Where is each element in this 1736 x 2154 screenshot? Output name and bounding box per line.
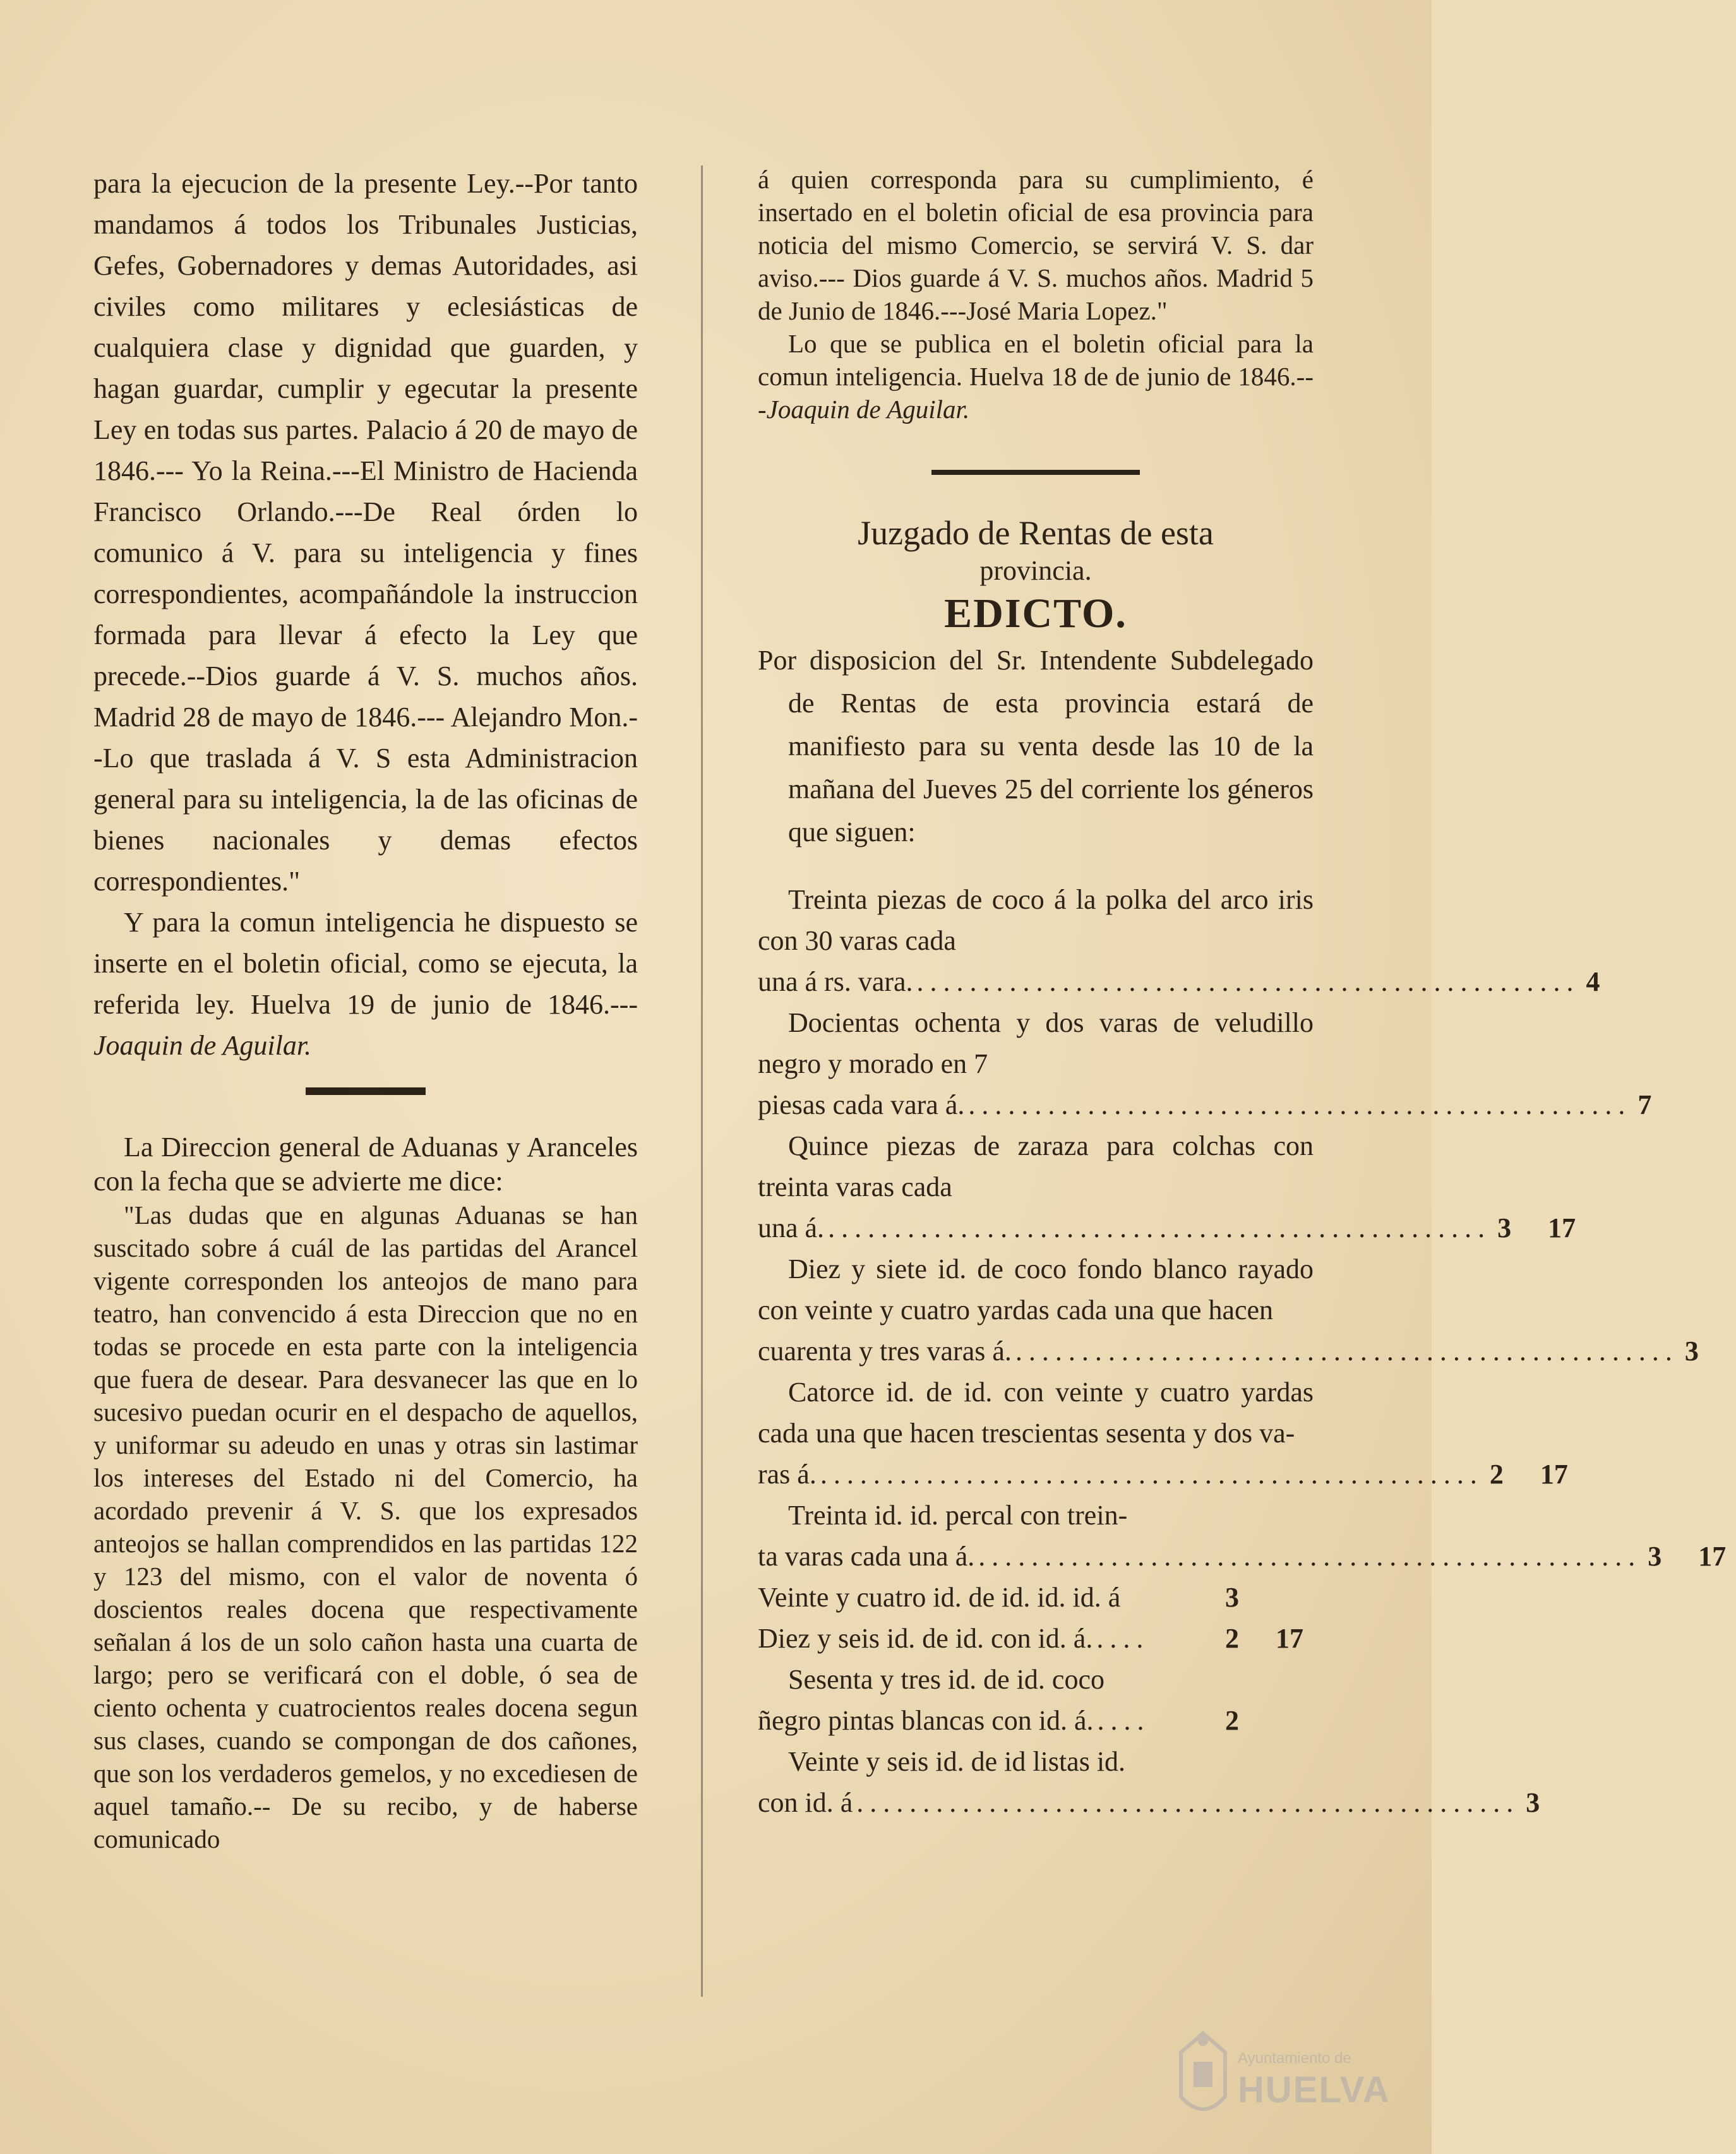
item-price-line — [758, 1207, 1576, 1248]
item-last-line: ñegro pintas blancas con id. á. — [758, 1705, 1094, 1736]
publication-paragraph-right — [758, 327, 1314, 426]
crest-icon — [1175, 2027, 1231, 2122]
leader-dots: .................................................. — [968, 1089, 1632, 1120]
list-item — [758, 1659, 1314, 1741]
item-price-line — [758, 1577, 1314, 1618]
watermark-top-label: Ayuntamiento de — [1238, 2050, 1351, 2067]
list-item — [758, 1248, 1699, 1372]
left-column — [93, 163, 638, 1855]
item-last-line: con id. á — [758, 1787, 853, 1818]
section-title: Juzgado de Rentas de esta — [858, 514, 1214, 552]
price-reales: 3 — [1497, 1212, 1512, 1243]
law-closing-paragraph: para la ejecucion de la presente Ley.--Por tanto mandamos á todos los Tribunales Justicias, Gefes, Gobernadores y demas Autoridades, asi civiles como militares y eclesiásticas de cualquiera clase y dignidad que guarden, y hagan guardar, cumplir y egecutar la presente Ley en todas sus partes. Palacio á 20 de mayo de 1846.--- Yo la Reina.---El Ministro de Hacienda Francisco Orlando.---De Real órden lo comunico á V. para su inteligencia y fines correspondientes, acompañándole la instruccion formada para llevar á efecto la Ley que precede.--Dios guarde á V. S. muchos años. Madrid 28 de mayo de 1846.--- Alejandro Mon.--Lo que traslada á V. S esta Administracion general para su inteligencia, la de las oficinas de bienes nacionales y demas efectos correspondientes." — [93, 168, 638, 897]
list-item — [758, 1495, 1727, 1577]
item-last-line: una á. — [758, 1212, 825, 1243]
item-price-line — [758, 1536, 1727, 1577]
item-last-line: piesas cada vara á. — [758, 1089, 965, 1120]
right-column — [758, 163, 1727, 1823]
list-item — [758, 1002, 1652, 1125]
item-description: Diez y siete id. de coco fondo blanco rayado con veinte y cuatro yardas cada una que hacen — [758, 1254, 1314, 1325]
publication-text: Y para la comun inteligencia he dispuesto se inserte en el boletin oficial, como se ejecuta, la referida ley. Huelva 19 de junio de 1846.--- — [93, 907, 638, 1020]
leader-dots: .................................................. — [916, 966, 1580, 997]
item-description: Docientas ochenta y dos varas de veludillo negro y morado en 7 — [758, 1007, 1314, 1079]
item-price-line — [758, 961, 1600, 1002]
item-price-line — [758, 1700, 1314, 1741]
edicto-intro: Por disposicion del Sr. Intendente Subdelegado de Rentas de esta provincia estará de manifiesto para su venta desde las 10 de la mañana del Jueves 25 del corriente los géneros que siguen: — [758, 645, 1314, 847]
list-item — [758, 1372, 1568, 1495]
leader-dots: .................................................. — [820, 1459, 1483, 1490]
list-item — [758, 1125, 1576, 1248]
leader-dots: .................................................. — [828, 1212, 1492, 1243]
price-reales: 3 — [1648, 1541, 1662, 1572]
signature: Joaquin de Aguilar. — [93, 1030, 312, 1061]
price-reales: 2 — [1225, 1705, 1239, 1736]
item-price-line — [758, 1331, 1699, 1372]
item-last-line: cuarenta y tres varas á. — [758, 1336, 1012, 1367]
watermark-name: HUELVA — [1238, 2069, 1391, 2110]
price-reales: 3 — [1526, 1787, 1540, 1818]
item-last-line: Veinte y cuatro id. de id. id. id. á — [758, 1582, 1121, 1613]
item-description: Treinta piezas de coco á la polka del arco iris con 30 varas cada — [758, 884, 1314, 956]
item-price-line — [758, 1618, 1314, 1659]
leader-dots: .... — [1097, 1705, 1151, 1736]
item-description: Catorce id. de id. con veinte y cuatro yardas cada una que hacen trescientas sesenta y dos va- — [758, 1377, 1314, 1449]
section-divider-right — [931, 470, 1140, 475]
price-maravedis: 17 — [1540, 1459, 1568, 1490]
edicto-heading: EDICTO. — [944, 590, 1127, 637]
item-description: Sesenta y tres id. de id. coco — [788, 1664, 1104, 1695]
list-item — [758, 1741, 1540, 1823]
item-price-line — [758, 1782, 1540, 1823]
price-reales: 2 — [1225, 1623, 1239, 1654]
aduanas-letter: "Las dudas que en algunas Aduanas se han suscitado sobre á cuál de las partidas del Arancel vigente corresponden los anteojos de mano para teatro, han convencido á esta Direccion que no en todas se procede en esta parte con la inteligencia que fuera de desear. Para desvanecer las que en lo sucesivo puedan ocurir en el despacho de aquellos, y uniformar su adeudo en unas y otras sin lastimar los intereses del Estado ni del Comercio, ha acordado prevenir á V. S. que los expresados anteojos se hallan comprendidos en las partidas 122 y 123 del mismo, con el valor de noventa ó doscientos reales docena que respectivamente señalan á los de un solo cañon hasta una cuarta de largo; pero se verificará con el doble, ó sea de ciento ochenta y cuatrocientos reales docena segun sus clases, cuando se compongan de dos cañones, que son los verdaderos gemelos, y no excediesen de aquel tamaño.-- De su recibo, y de haberse comunicado — [93, 1200, 638, 1853]
leader-dots: .................................................. — [1015, 1336, 1679, 1367]
leader-dots: .................................................. — [978, 1541, 1642, 1572]
section-divider — [306, 1087, 426, 1095]
section-subtitle: provincia. — [979, 555, 1092, 586]
price-reales: 2 — [1489, 1459, 1504, 1490]
publication-paragraph — [93, 902, 638, 1066]
price-reales: 4 — [1586, 966, 1600, 997]
item-price-line — [758, 1454, 1568, 1495]
list-item — [758, 1577, 1314, 1618]
list-item — [758, 879, 1600, 1002]
price-maravedis: 17 — [1276, 1623, 1303, 1654]
leader-dots: .................................................. — [856, 1787, 1520, 1818]
item-description: Veinte y seis id. de id listas id. — [788, 1746, 1126, 1777]
item-price-line — [758, 1084, 1652, 1125]
price-reales: 3 — [1225, 1582, 1239, 1613]
price-reales: 3 — [1684, 1336, 1699, 1367]
item-description: Treinta id. id. percal con trein- — [788, 1500, 1128, 1531]
aduanas-intro: La Direccion general de Aduanas y Aranceles con la fecha que se advierte me dice: — [93, 1132, 638, 1197]
price-maravedis: 17 — [1548, 1212, 1576, 1243]
item-last-line: ta varas cada una á. — [758, 1541, 975, 1572]
leader-dots: .... — [1096, 1623, 1150, 1654]
list-item — [758, 1618, 1314, 1659]
item-last-line: una á rs. vara. — [758, 966, 913, 997]
letter-continuation: á quien corresponda para su cumplimiento, é insertado en el boletin oficial de esa provincia para noticia del mismo Comercio, se servirá V. S. dar aviso.--- Dios guarde á V. S. muchos años. Madrid 5 de Junio de 1846.---José Maria Lopez." — [758, 165, 1314, 325]
goods-list — [758, 879, 1727, 1823]
publication-text-right: Lo que se publica en el boletin oficial para la comun inteligencia. Huelva 18 de de junio de 1846.--- — [758, 329, 1314, 424]
item-last-line: ras á. — [758, 1459, 817, 1490]
item-description: Quince piezas de zaraza para colchas con treinta varas cada — [758, 1130, 1314, 1202]
price-reales: 7 — [1637, 1089, 1652, 1120]
item-last-line: Diez y seis id. de id. con id. á. — [758, 1623, 1093, 1654]
price-maravedis: 17 — [1698, 1541, 1727, 1572]
column-rule — [701, 165, 703, 1997]
signature-right: Joaquin de Aguilar. — [766, 395, 970, 424]
archive-watermark-logo — [1175, 2027, 1402, 2122]
